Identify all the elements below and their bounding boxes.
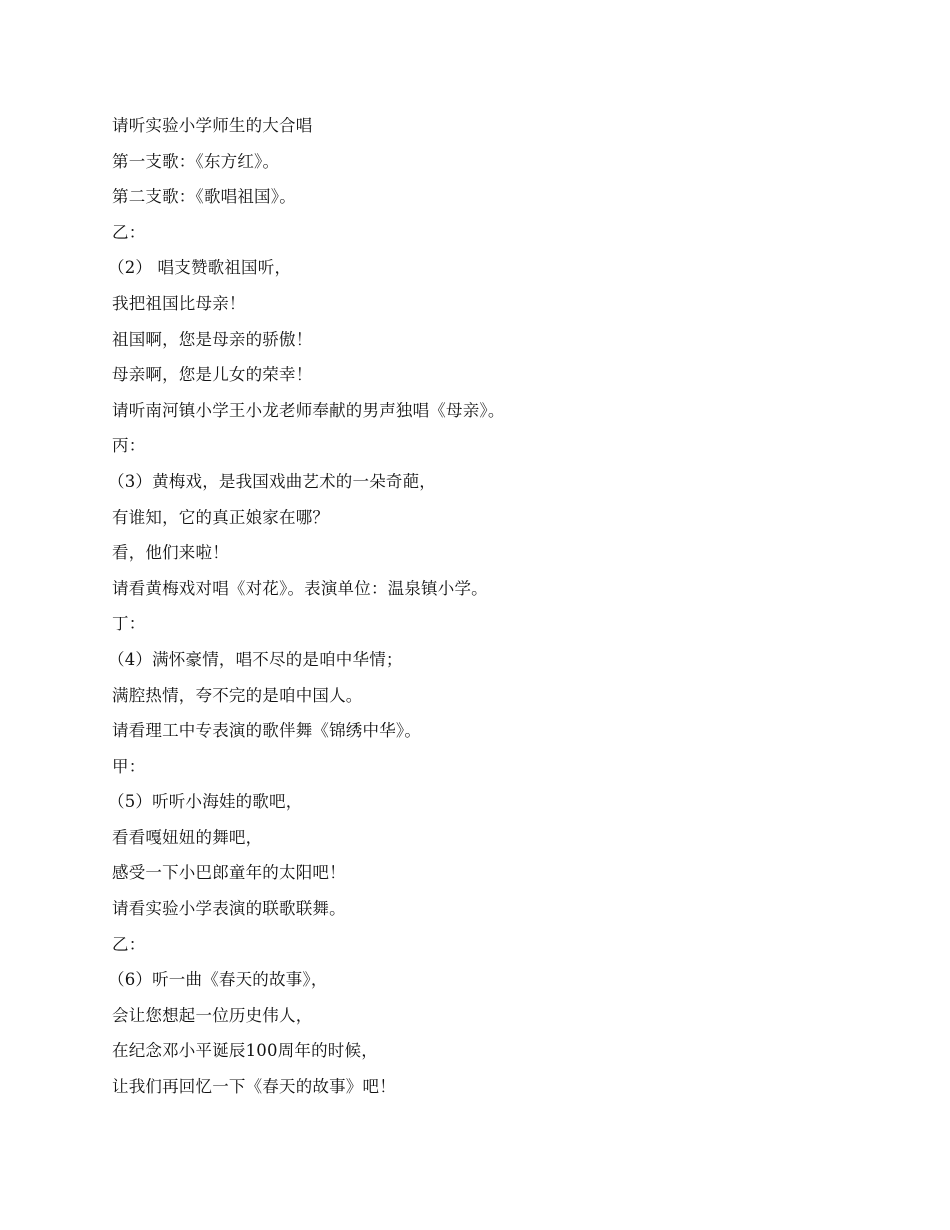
text-line: 母亲啊，您是儿女的荣幸！ [112, 365, 313, 385]
text-line: 满腔热情，夸不完的是咱中国人。 [112, 685, 363, 705]
text-line: 在纪念邓小平诞辰100周年的时候， [112, 1041, 378, 1061]
text-line: 祖国啊，您是母亲的骄傲！ [112, 329, 313, 349]
text-line: 会让您想起一位历史伟人， [112, 1005, 313, 1025]
text-line: 感受一下小巴郎童年的太阳吧！ [112, 863, 346, 883]
numbered-line: （5）听听小海娃的歌吧， [108, 792, 303, 812]
document-body [108, 108, 872, 1105]
speaker-label: 丁： [112, 614, 146, 634]
text-line: 看，他们来啦！ [112, 543, 229, 563]
numbered-line: （4）满怀豪情，唱不尽的是咱中华情； [108, 649, 403, 669]
text-line: 请听实验小学师生的大合唱 [112, 116, 313, 135]
text-line: 有谁知，它的真正娘家在哪？ [112, 507, 330, 527]
numbered-line: （6）听一曲《春天的故事》， [108, 970, 328, 990]
text-line: 请看黄梅戏对唱《对花》。表演单位：温泉镇小学。 [112, 578, 488, 598]
speaker-label: 甲： [112, 756, 146, 776]
text-line: 我把祖国比母亲！ [112, 293, 246, 313]
text-line: 请看实验小学表演的联歌联舞。 [112, 899, 346, 919]
speaker-label: 乙： [112, 934, 146, 954]
speaker-label: 乙： [112, 222, 146, 242]
numbered-line: （3）黄梅戏，是我国戏曲艺术的一朵奇葩， [108, 471, 436, 491]
text-line: 看看嘎妞妞的舞吧， [112, 827, 263, 847]
speaker-label: 丙： [112, 436, 146, 456]
text-line: 第二支歌：《歌唱祖国》。 [112, 187, 296, 207]
text-line: 让我们再回忆一下《春天的故事》吧！ [112, 1077, 396, 1097]
numbered-line: （2） 唱支赞歌祖国听， [108, 258, 292, 278]
text-line: 请看理工中专表演的歌伴舞《锦绣中华》。 [112, 721, 422, 741]
text-line: 请听南河镇小学王小龙老师奉献的男声独唱《母亲》。 [112, 400, 505, 420]
text-line: 第一支歌：《东方红》。 [112, 151, 280, 171]
